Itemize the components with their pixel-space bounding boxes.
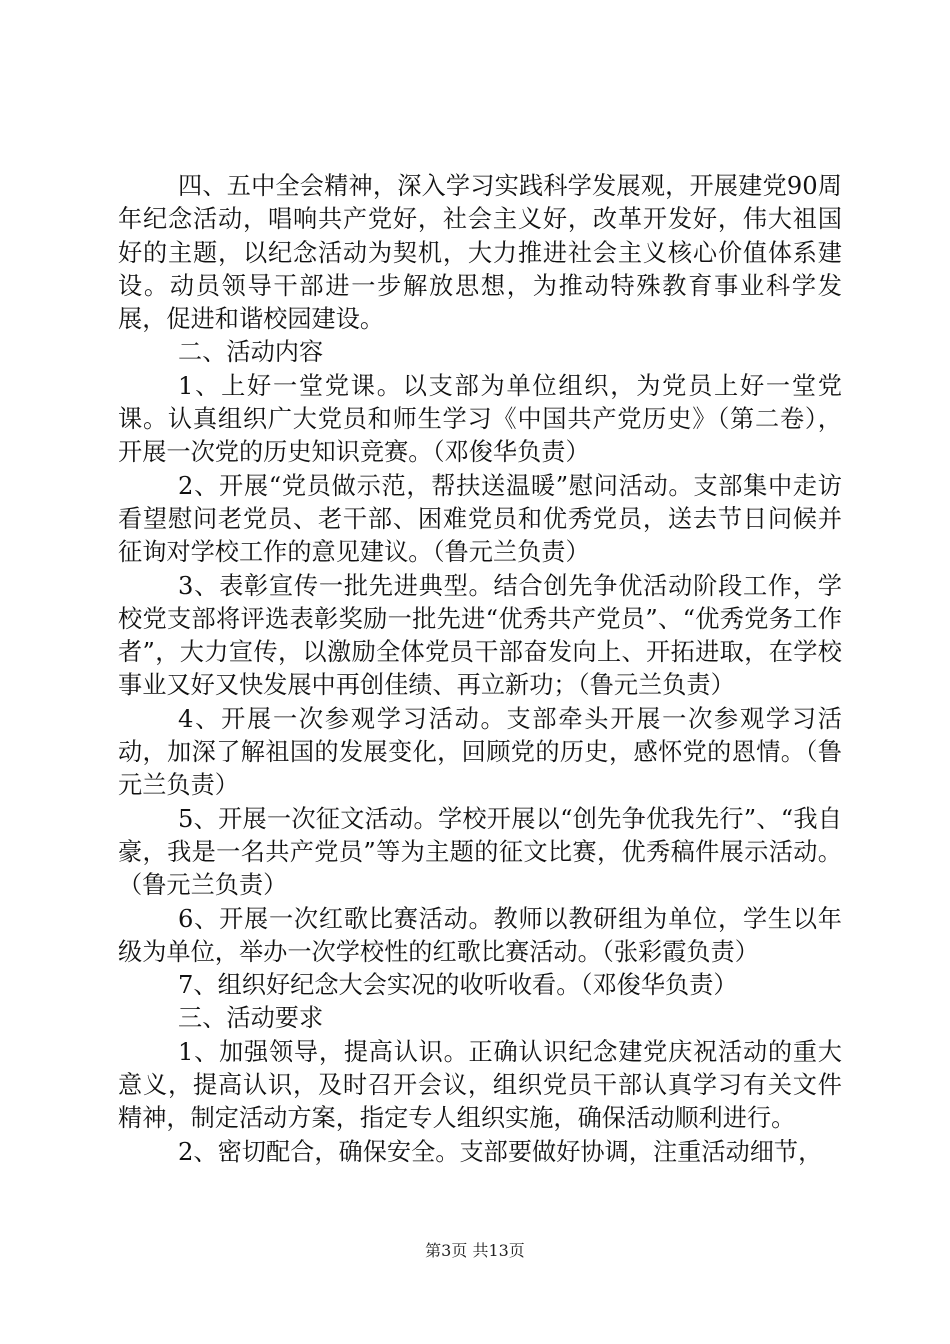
heading-activity-content: 二、活动内容: [178, 338, 324, 367]
paragraph-requirement-1: 1、加强领导，提高认识。正确认识纪念建党庆祝活动的重大意义，提高认识，及时召开会议，组织党员干部认真学习有关文件精神，制定活动方案，指定专人组织实施，确保活动顺利进行。: [118, 1037, 842, 1133]
paragraph-item-2: 2、开展“党员做示范，帮扶送温暖”慰问活动。支部集中走访看望慰问老党员、老干部、困难党员和优秀党员，送去节日问候并征询对学校工作的意见建议。（鲁元兰负责）: [118, 471, 842, 567]
paragraph-intro: 四、五中全会精神，深入学习实践科学发展观，开展建党90周年纪念活动，唱响共产党好，社会主义好，改革开发好，伟大祖国好的主题，以纪念活动为契机，大力推进社会主义核心价值体系建设。动员领导干部进一步解放思想，为推动特殊教育事业科学发展，促进和谐校园建设。: [118, 172, 842, 334]
paragraph-item-3: 3、表彰宣传一批先进典型。结合创先争优活动阶段工作，学校党支部将评选表彰奖励一批先进“优秀共产党员”、“优秀党务工作者”，大力宣传，以激励全体党员干部奋发向上、开拓进取，在学校事业又好又快发展中再创佳绩、再立新功；（鲁元兰负责）: [118, 571, 842, 700]
paragraph-item-4: 4、开展一次参观学习活动。支部牵头开展一次参观学习活动，加深了解祖国的发展变化，回顾党的历史，感怀党的恩情。（鲁元兰负责）: [118, 704, 842, 800]
paragraph-item-7: 7、组织好纪念大会实况的收听收看。（邓俊华负责）: [178, 971, 738, 1000]
paragraph-item-6: 6、开展一次红歌比赛活动。教师以教研组为单位，学生以年级为单位，举办一次学校性的红歌比赛活动。（张彩霞负责）: [118, 904, 842, 966]
document-body: [118, 170, 842, 1169]
paragraph-requirement-2: 2、密切配合，确保安全。支部要做好协调，注重活动细节，: [178, 1137, 823, 1166]
page-number-footer: 第3页 共13页: [425, 1241, 525, 1260]
heading-activity-requirements: 三、活动要求: [178, 1004, 324, 1033]
paragraph-item-1: 1、上好一堂党课。以支部为单位组织，为党员上好一堂党课。认真组织广大党员和师生学习《中国共产党历史》（第二卷），开展一次党的历史知识竞赛。（邓俊华负责）: [118, 371, 842, 467]
paragraph-item-5: 5、开展一次征文活动。学校开展以“创先争优我先行”、“我自豪，我是一名共产党员”等为主题的征文比赛，优秀稿件展示活动。（鲁元兰负责）: [118, 804, 842, 900]
